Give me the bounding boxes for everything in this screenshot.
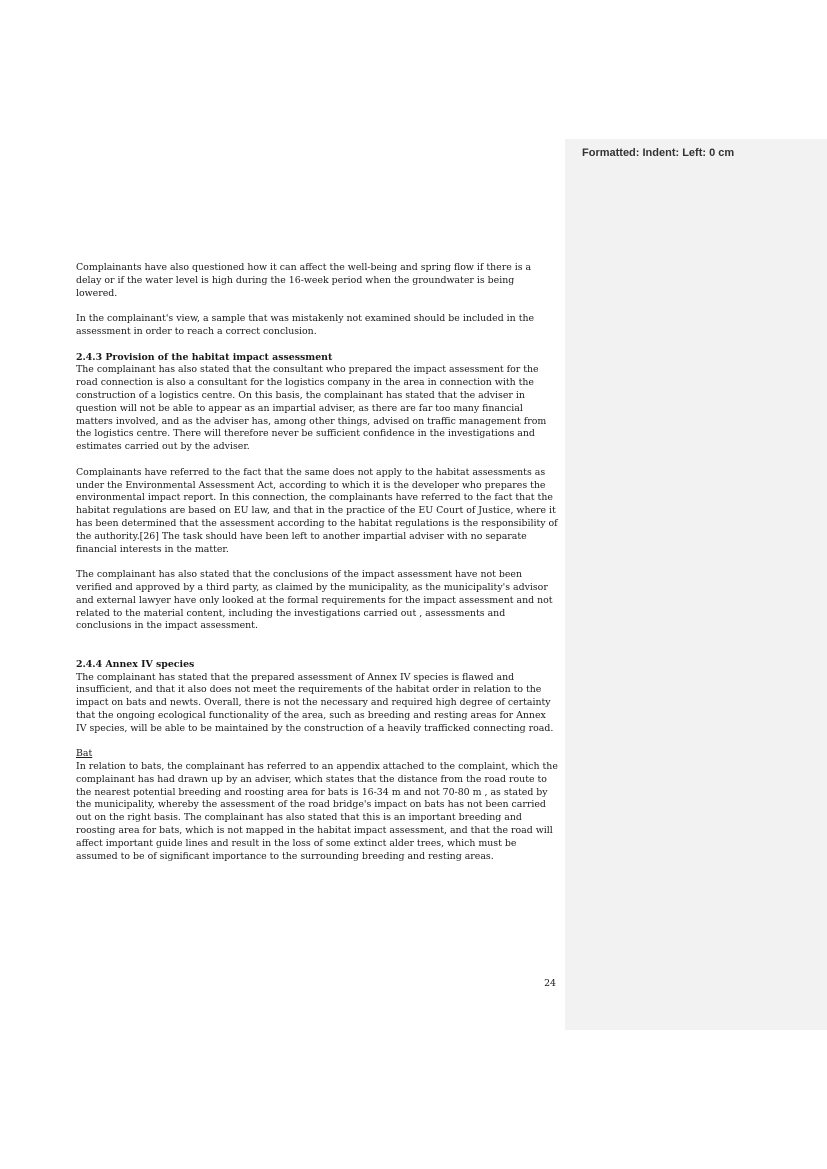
page-number: 24 (544, 978, 556, 989)
document-body (76, 262, 558, 876)
paragraph: The complainant has also stated that the conclusions of the impact assessment have not been verified and approved by a third party, as claimed by the municipality, as the municipality's advisor and external lawyer have only looked at the formal requirements for the impact assessment and not related to the material content, including the investigations carried out , assessments and conclusions in the impact assessment. (76, 569, 553, 632)
section-heading-2-4-4: 2.4.4 Annex IV species (76, 658, 195, 670)
paragraph: The complainant has also stated that the consultant who prepared the impact assessment for the road connection is also a consultant for the logistics company in the area in connection with the construction of a logistics centre. On this basis, the complainant has stated that the adviser in question will not be able to appear as an impartial adviser, as there are far too many financial matters involved, and as the adviser has, among other things, advised on traffic management from the logistics centre. There will therefore never be sufficient confidence in the investigations and estimates carried out by the adviser. (76, 364, 547, 453)
paragraph: Complainants have also questioned how it can affect the well-being and spring flow if there is a delay or if the water level is high during the 16-week period when the groundwater is being lowered. (76, 262, 532, 299)
paragraph: Complainants have referred to the fact that the same does not apply to the habitat assessments as under the Environmental Assessment Act, according to which it is the developer who prepares the environmental impact report. In this connection, the complainants have referred to the fact that the habitat regulations are based on EU law, and that in the practice of the EU Court of Justice, where it has been determined that the assessment according to the habitat regulations is the responsibility of the authority.[26] The task should have been left to another impartial adviser with no separate financial interests in the matter. (76, 466, 558, 555)
subheading-bat: Bat (76, 748, 93, 760)
paragraph: The complainant has stated that the prepared assessment of Annex IV species is flawed and insufficient, and that it also does not meet the requirements of the habitat order in relation to the impact on bats and newts. Overall, there is not the necessary and required high degree of certainty that the ongoing ecological functionality of the area, such as breeding and resting areas for Annex IV species, will be able to be maintained by the construction of a heavily trafficked connecting road. (76, 671, 554, 734)
section-heading-2-4-3: 2.4.3 Provision of the habitat impact assessment (76, 351, 333, 363)
paragraph: In relation to bats, the complainant has referred to an appendix attached to the complaint, which the complainant has had drawn up by an adviser, which states that the distance from the road route to the nearest potential breeding and roosting area for bats is 16-34 m and not 70-80 m , as stated by the municipality, whereby the assessment of the road bridge's impact on bats has not been carried out on the right basis. The complainant has also stated that this is an important breeding and roosting area for bats, which is not mapped in the habitat impact assessment, and that the road will affect important guide lines and result in the loss of some extinct alder trees, which must be assumed to be of significant importance to the surrounding breeding and resting areas. (76, 761, 558, 862)
comment-pane (565, 139, 827, 1030)
paragraph: In the complainant's view, a sample that was mistakenly not examined should be included in the assessment in order to reach a correct conclusion. (76, 313, 535, 337)
comment-format-note: Formatted: Indent: Left: 0 cm (582, 147, 735, 159)
